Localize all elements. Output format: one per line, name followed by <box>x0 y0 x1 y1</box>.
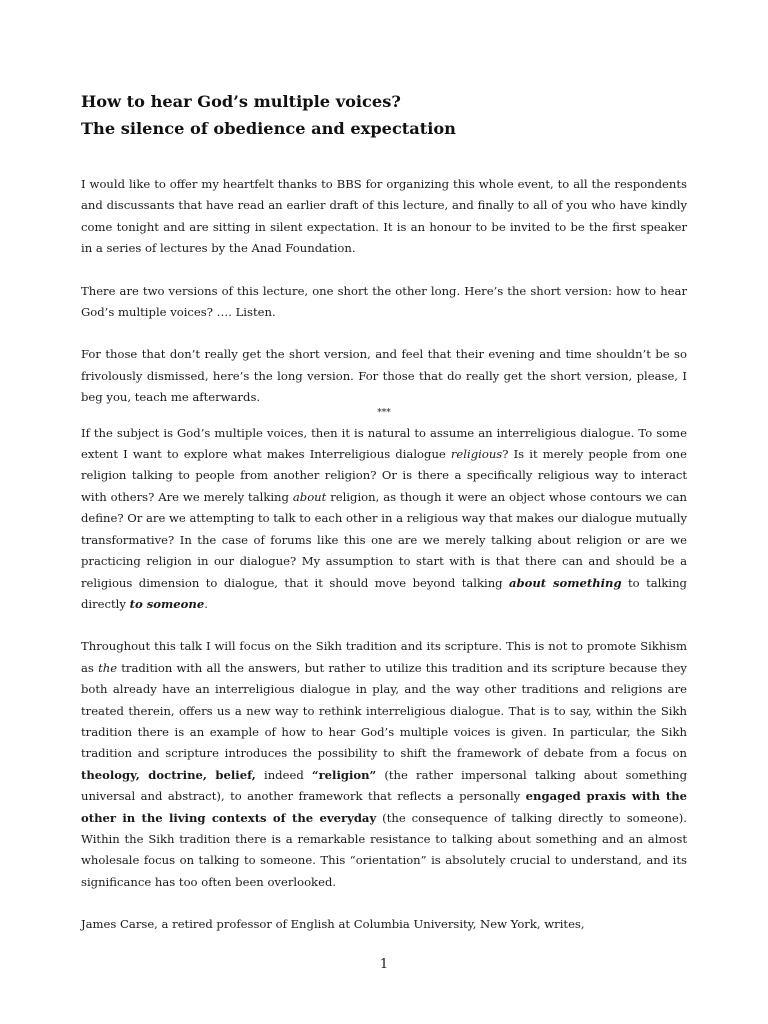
document-page <box>81 88 687 957</box>
emphasis-about-something: about something <box>509 575 622 590</box>
document-body <box>81 174 687 936</box>
section-separator: *** <box>377 407 391 418</box>
emphasis-to-someone: to someone <box>129 596 205 611</box>
bold-theology: theology, doctrine, belief, <box>81 767 256 782</box>
paragraph-interreligious-dialogue: If the subject is God’s multiple voices, then it is natural to assume an interreligious dialogue. To some extent I want to explore what makes Interreligious dialogue religious? Is it merely people from one religion talking to people from another religion? Or is there a specifically religious way to interact with others? Are we merely talking about religion, as though it were an object whose contours we can define? Or are we attempting to talk to each other in a religious way that makes our dialogue mutually transformative? In the case of forums like this one are we merely talking about religion or are we practicing religion in our dialogue? My assumption to start with is that there can and should be a religious dimension to dialogue, that it should move beyond talking about something to talking directly to someone. <box>81 425 688 611</box>
paragraph-two-versions: There are two versions of this lecture, one short the other long. Here’s the short version: how to hear God’s multiple voices? …. Listen. <box>81 283 687 320</box>
paragraph-thanks: I would like to offer my heartfelt thanks to BBS for organizing this whole event, to all the respondents and discussants that have read an earlier draft of this lecture, and finally to all of you who have kindly come tonight and are sitting in silent expectation. It is an honour to be invited to be the first speaker in a series of lectures by the Anad Foundation. <box>81 177 687 256</box>
page-number: 1 <box>379 957 389 972</box>
paragraph-long-version: For those that don’t really get the short version, and feel that their evening and time shouldn’t be so frivolously dismissed, here’s the long version. For those that do really get the short version, please, I beg you, teach me afterwards. <box>81 347 687 405</box>
bold-religion: “religion” <box>311 767 377 782</box>
document-title: How to hear God’s multiple voices? <box>81 92 401 111</box>
emphasis-about: about <box>292 489 327 504</box>
emphasis-the: the <box>98 660 118 675</box>
paragraph-sikh-tradition: Throughout this talk I will focus on the Sikh tradition and its scripture. This is not to promote Sikhism as the tradition with all the answers, but rather to utilize this tradition and its scripture because they both already have an interreligious dialogue in play, and the way other traditions and religions are treated therein, offers us a new way to rethink interreligious dialogue. That is to say, within the Sikh tradition there is an example of how to hear God’s multiple voices is given. In particular, the Sikh tradition and scripture introduces the possibility to shift the framework of debate from a focus on theology, doctrine, belief, indeed “religion” (the rather impersonal talking about something universal and abstract), to another framework that reflects a personally engaged praxis with the other in the living contexts of the everyday (the consequence of talking directly to someone). Within the Sikh tradition there is a remarkable resistance to talking about something and an almost wholesale focus on talking to someone. This “orientation” is absolutely crucial to understand, and its significance has too often been overlooked. <box>81 639 687 889</box>
bold-engaged-praxis: engaged praxis with the other in the living contexts of the everyday <box>81 789 687 825</box>
emphasis-religious: religious <box>450 447 503 462</box>
document-subtitle: The silence of obedience and expectation <box>81 119 456 138</box>
paragraph-james-carse: James Carse, a retired professor of English at Columbia University, New York, writes, <box>81 917 585 932</box>
